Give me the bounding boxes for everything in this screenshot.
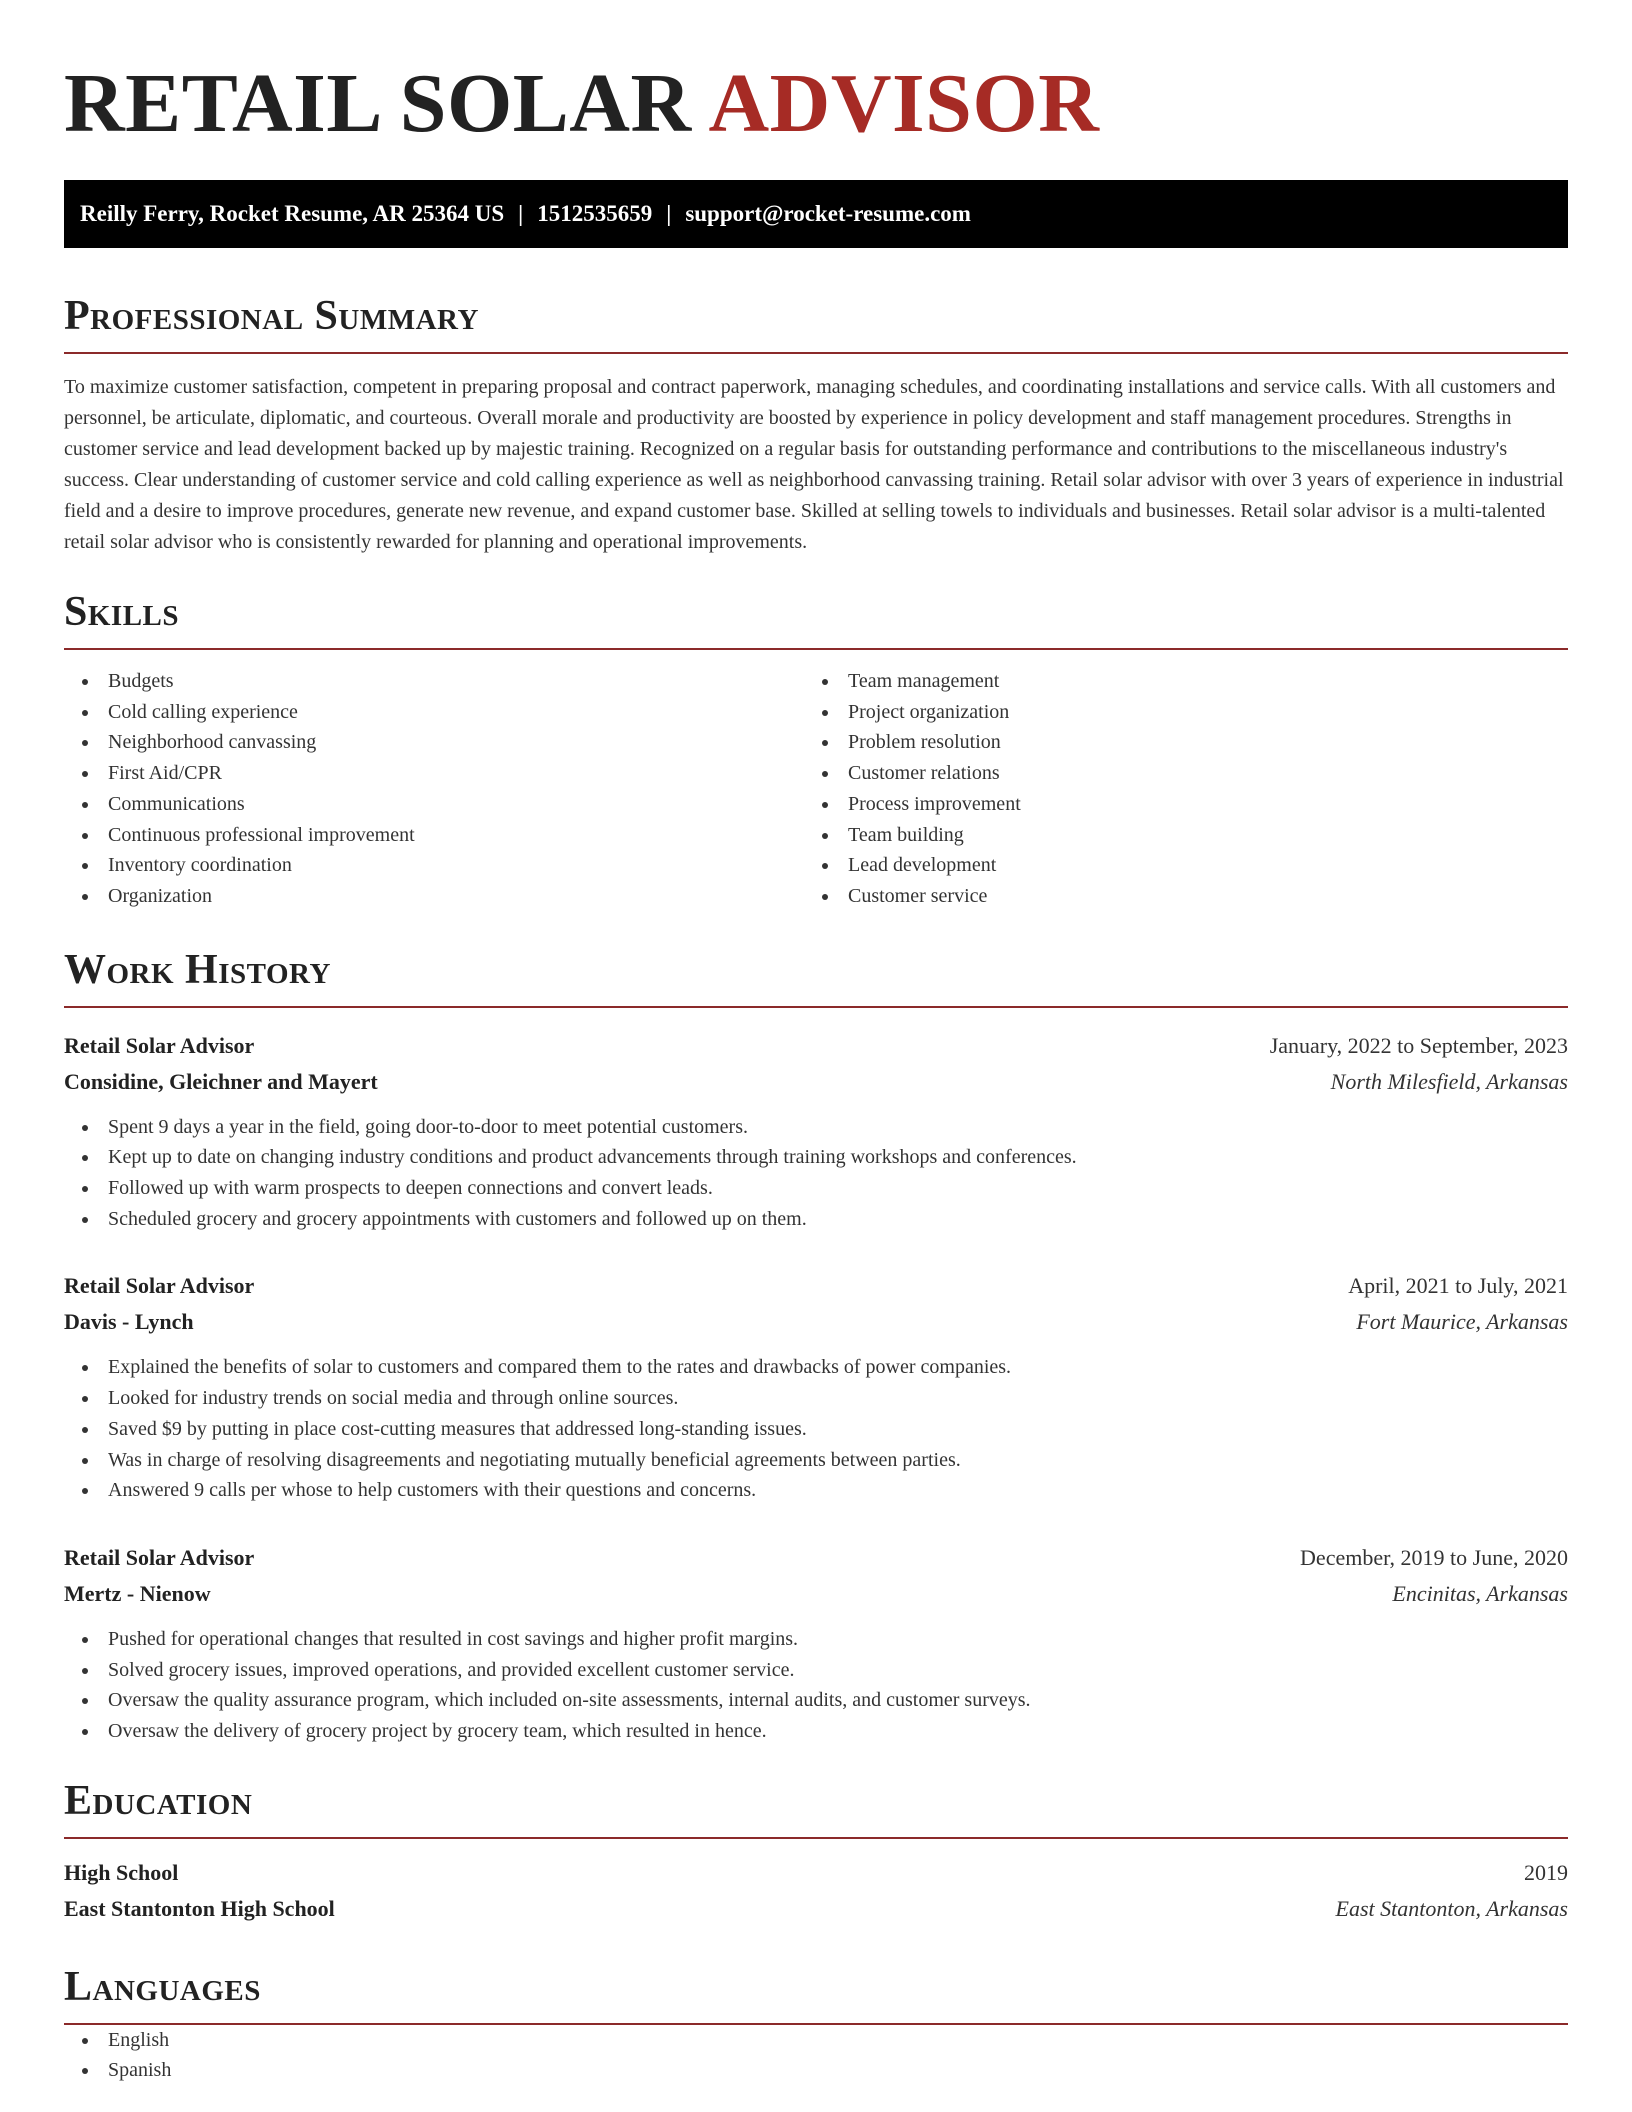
skill-item: Process improvement xyxy=(804,789,1544,820)
job-bullet: Followed up with warm prospects to deepen connections and convert leads. xyxy=(64,1173,1568,1204)
skill-item: Team management xyxy=(804,666,1544,697)
skill-item: Inventory coordination xyxy=(64,850,804,881)
job-bullet: Spent 9 days a year in the field, going door-to-door to meet potential customers. xyxy=(64,1112,1568,1143)
job-bullet: Oversaw the quality assurance program, which included on-site assessments, internal audits, and customer surveys. xyxy=(64,1685,1568,1716)
skill-item: Cold calling experience xyxy=(64,697,804,728)
job-bullets xyxy=(64,1352,1568,1506)
job-bullet: Looked for industry trends on social media and through online sources. xyxy=(64,1383,1568,1414)
job-location: Fort Maurice, Arkansas xyxy=(1356,1309,1568,1335)
skills-list-right xyxy=(804,666,1544,912)
languages-heading: Languages xyxy=(64,1961,1568,2025)
skill-item: Communications xyxy=(64,789,804,820)
job-entry xyxy=(64,1028,1568,1235)
job-header-row xyxy=(64,1540,1568,1576)
job-dates: January, 2022 to September, 2023 xyxy=(1269,1032,1568,1058)
skills-columns xyxy=(64,666,1568,912)
skill-item: Problem resolution xyxy=(804,727,1544,758)
job-title: Retail Solar Advisor xyxy=(64,1273,255,1299)
job-bullet: Oversaw the delivery of grocery project by grocery team, which resulted in hence. xyxy=(64,1716,1568,1747)
job-bullet: Kept up to date on changing industry conditions and product advancements through training workshops and conferences. xyxy=(64,1142,1568,1173)
skills-heading: Skills xyxy=(64,586,1568,650)
job-location: Encinitas, Arkansas xyxy=(1392,1580,1568,1606)
education-degree-row xyxy=(64,1855,1568,1891)
job-title: Retail Solar Advisor xyxy=(64,1544,255,1570)
job-title: Retail Solar Advisor xyxy=(64,1032,255,1058)
language-item: Spanish xyxy=(64,2055,1568,2086)
skill-item: First Aid/CPR xyxy=(64,758,804,789)
job-bullet: Answered 9 calls per whose to help customers with their questions and concerns. xyxy=(64,1475,1568,1506)
job-header-row xyxy=(64,1268,1568,1304)
education-location: East Stantonton, Arkansas xyxy=(1335,1895,1568,1921)
education-degree: High School xyxy=(64,1859,179,1885)
skill-item: Lead development xyxy=(804,850,1544,881)
skill-item: Neighborhood canvassing xyxy=(64,727,804,758)
skill-item: Project organization xyxy=(804,697,1544,728)
title-main: RETAIL SOLAR xyxy=(64,57,709,150)
skill-item: Customer service xyxy=(804,881,1544,912)
contact-separator: | xyxy=(666,201,672,226)
education-school: East Stantonton High School xyxy=(64,1895,335,1921)
job-company-row xyxy=(64,1576,1568,1612)
job-bullet: Scheduled grocery and grocery appointments with customers and followed up on them. xyxy=(64,1204,1568,1235)
skill-item: Team building xyxy=(804,820,1544,851)
summary-text: To maximize customer satisfaction, competent in preparing proposal and contract paperwork, managing schedules, and coordinating installations and service calls. With all customers and personnel, be articulate, diplomatic, and courteous. Overall morale and productivity are boosted by experience in policy development and staff management procedures. Strengths in customer service and lead development backed up by majestic training. Recognized on a regular basis for outstanding performance and contributions to the miscellaneous industry's success. Clear understanding of customer service and cold calling experience as well as neighborhood canvassing training. Retail solar advisor with over 3 years of experience in industrial field and a desire to improve procedures, generate new revenue, and expand customer base. Skilled at selling towels to individuals and businesses. Retail solar advisor is a multi-talented retail solar advisor who is consistently rewarded for planning and operational improvements. xyxy=(64,376,1564,553)
education-heading: Education xyxy=(64,1775,1568,1839)
languages-list xyxy=(64,2025,1568,2086)
job-bullet: Explained the benefits of solar to customers and compared them to the rates and drawbacks of power companies. xyxy=(64,1352,1568,1383)
resume-title xyxy=(64,0,1568,152)
language-item: English xyxy=(64,2025,1568,2056)
education-school-row xyxy=(64,1891,1568,1927)
contact-separator: | xyxy=(518,201,524,226)
job-entry xyxy=(64,1540,1568,1747)
contact-email[interactable]: support@rocket-resume.com xyxy=(685,201,971,226)
skill-item: Organization xyxy=(64,881,804,912)
skill-item: Customer relations xyxy=(804,758,1544,789)
resume-page xyxy=(64,0,1568,2086)
contact-address: Reilly Ferry, Rocket Resume, AR 25364 US xyxy=(80,201,505,226)
title-accent: ADVISOR xyxy=(708,57,1100,150)
job-location: North Milesfield, Arkansas xyxy=(1330,1068,1568,1094)
job-dates: April, 2021 to July, 2021 xyxy=(1348,1273,1568,1299)
job-bullet: Pushed for operational changes that resulted in cost savings and higher profit margins. xyxy=(64,1624,1568,1655)
education-year: 2019 xyxy=(1524,1859,1568,1885)
work-history-heading: Work History xyxy=(64,944,1568,1008)
job-company-row xyxy=(64,1064,1568,1100)
job-bullet: Saved $9 by putting in place cost-cutting measures that addressed long-standing issues. xyxy=(64,1414,1568,1445)
job-bullet: Was in charge of resolving disagreements and negotiating mutually beneficial agreements between parties. xyxy=(64,1445,1568,1476)
contact-phone[interactable]: 1512535659 xyxy=(537,201,653,226)
job-header-row xyxy=(64,1028,1568,1064)
job-company: Davis - Lynch xyxy=(64,1309,194,1335)
job-bullets xyxy=(64,1624,1568,1747)
job-bullets xyxy=(64,1112,1568,1235)
skill-item: Continuous professional improvement xyxy=(64,820,804,851)
job-entry xyxy=(64,1268,1568,1506)
skills-list-left xyxy=(64,666,804,912)
job-dates: December, 2019 to June, 2020 xyxy=(1300,1544,1568,1570)
job-bullet: Solved grocery issues, improved operations, and provided excellent customer service. xyxy=(64,1655,1568,1686)
job-company-row xyxy=(64,1304,1568,1340)
summary-heading: Professional Summary xyxy=(64,290,1568,354)
education-entry xyxy=(64,1855,1568,1927)
job-company: Considine, Gleichner and Mayert xyxy=(64,1068,378,1094)
contact-bar xyxy=(64,180,1568,248)
skill-item: Budgets xyxy=(64,666,804,697)
job-company: Mertz - Nienow xyxy=(64,1580,211,1606)
